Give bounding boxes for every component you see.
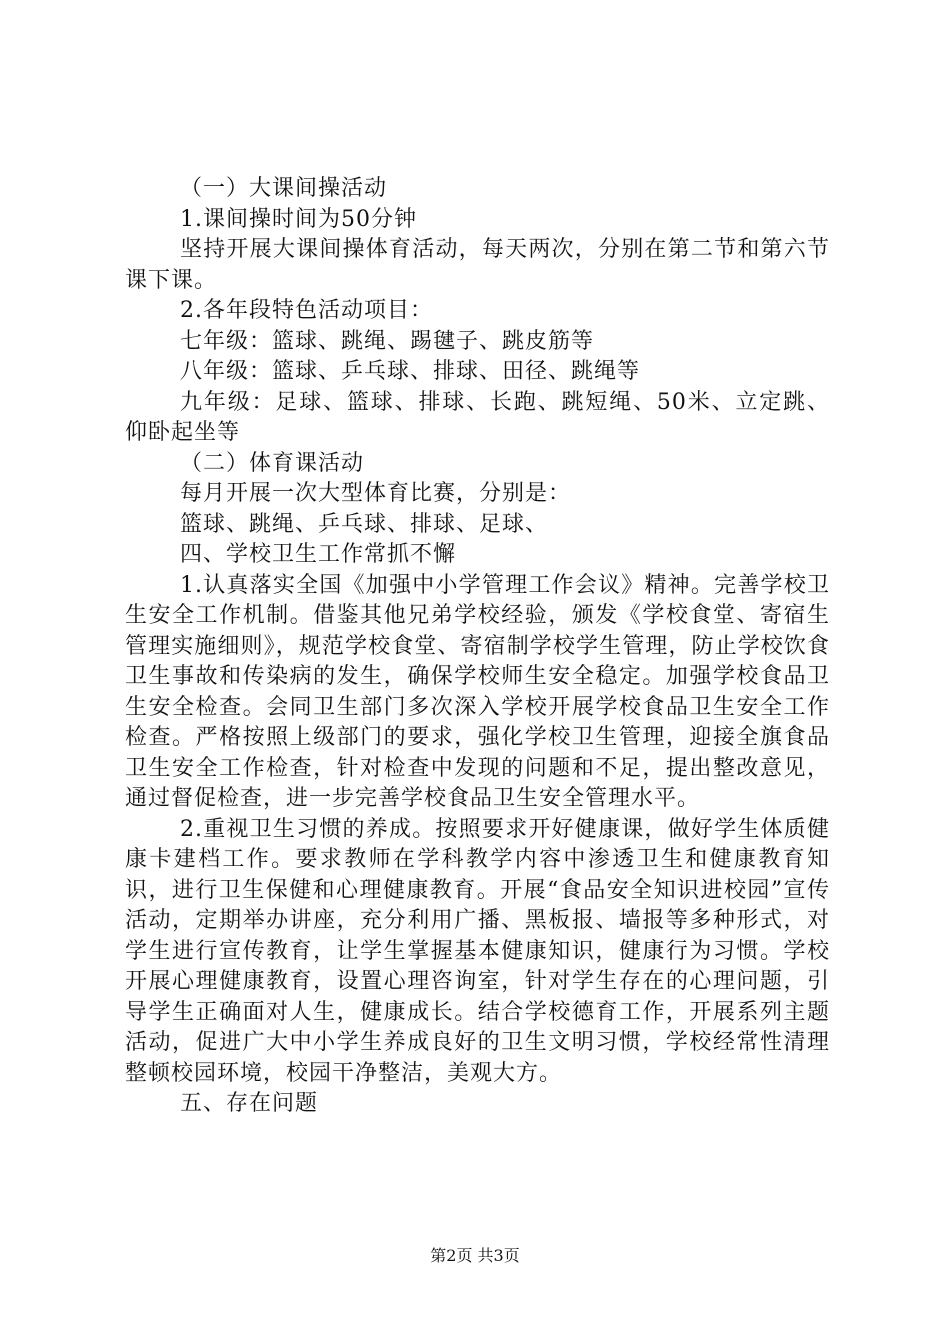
item-heading-1: 1.课间操时间为50分钟	[180, 206, 417, 232]
grade-8-line: 八年级：篮球、乒乓球、排球、田径、跳绳等	[180, 359, 641, 384]
document-body	[125, 174, 830, 1120]
page-footer: 第2页 共3页	[430, 1246, 520, 1265]
grade-7-line: 七年级：篮球、跳绳、踢毽子、跳皮筋等	[180, 328, 595, 354]
section-heading-2: （二）体育课活动	[180, 450, 365, 476]
grade-9-line: 九年级：足球、篮球、排球、长跑、跳短绳、50米、立定跳、仰卧起坐等	[125, 389, 830, 445]
paragraph-hygiene-1: 1.认真落实全国《加强中小学管理工作会议》精神。完善学校卫生安全工作机制。借鉴其他兄弟学校经验，颁发《学校食堂、寄宿生管理实施细则》，规范学校食堂、寄宿制学校学生管理，防止学校饮食卫生事故和传染病的发生，确保学校师生安全稳定。加强学校食品卫生安全检查。会同卫生部门多次深入学校开展学校食品卫生安全工作检查。严格按照上级部门的要求，强化学校卫生管理，迎接全旗食品卫生安全工作检查，针对检查中发现的问题和不足，提出整改意见，通过督促检查，进一步完善学校食品卫生安全管理水平。	[125, 572, 830, 811]
item-heading-2: 2.各年段特色活动项目：	[180, 298, 433, 323]
paragraph-1: 坚持开展大课间操体育活动，每天两次，分别在第二节和第六节课下课。	[125, 237, 830, 293]
section-heading-5: 五、存在问题	[180, 1091, 319, 1116]
section-heading-1: （一）大课间操活动	[180, 176, 388, 201]
section-heading-4: 四、学校卫生工作常抓不懈	[180, 542, 457, 567]
paragraph-2: 每月开展一次大型体育比赛，分别是：	[180, 481, 572, 506]
paragraph-hygiene-2: 2.重视卫生习惯的养成。按照要求开好健康课，做好学生体质健康卡建档工作。要求教师在学科教学内容中渗透卫生和健康教育知识，进行卫生保健和心理健康教育。开展“食品安全知识进校园”宣传活动，定期举办讲座，充分利用广播、黑板报、墙报等多种形式，对学生进行宣传教育，让学生掌握基本健康知识，健康行为习惯。学校开展心理健康教育，设置心理咨询室，针对学生存在的心理问题，引导学生正确面对人生，健康成长。结合学校德育工作，开展系列主题活动，促进广大中小学生养成良好的卫生文明习惯，学校经常性清理整顿校园环境，校园干净整洁，美观大方。	[125, 816, 830, 1086]
sports-list-line: 篮球、跳绳、乒乓球、排球、足球、	[180, 511, 549, 537]
